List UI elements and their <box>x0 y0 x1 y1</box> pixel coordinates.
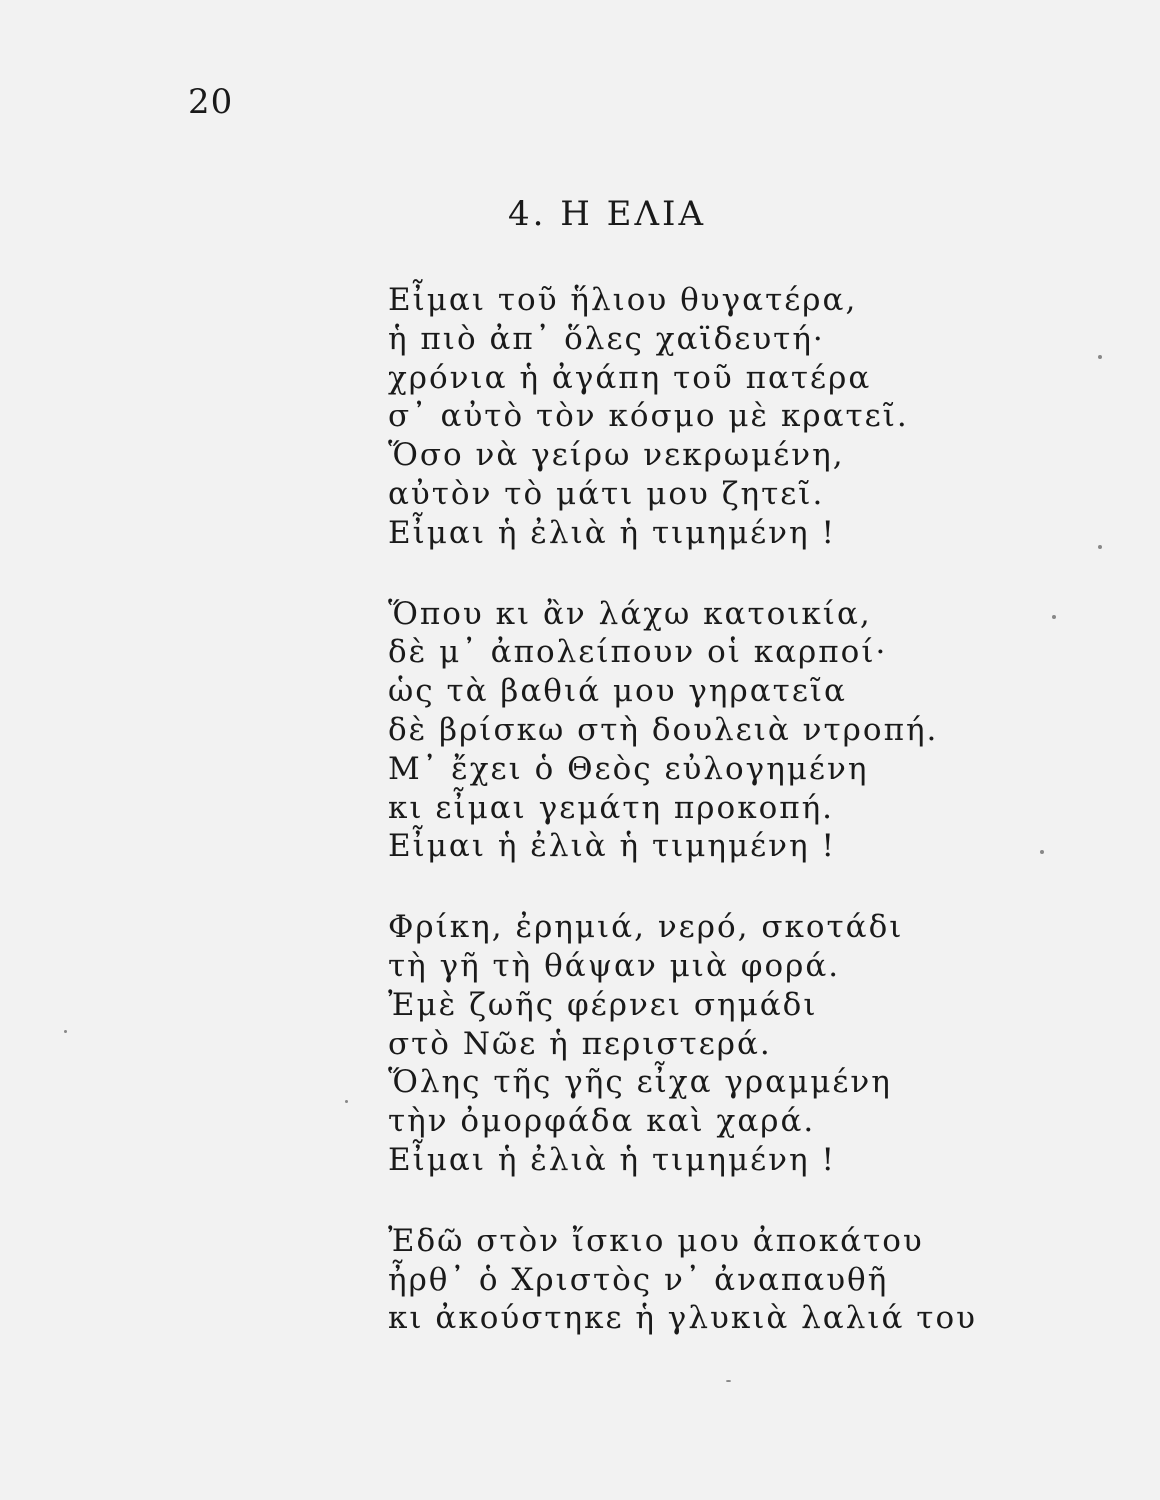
poem-body <box>388 281 1088 1380</box>
verse-line: Ὅλης τῆς γῆς εἶχα γραμμένη <box>388 1064 892 1101</box>
verse-line: ὡς τὰ βαθιά μου γηρατεῖα <box>388 673 847 710</box>
paper-speck <box>1052 615 1056 619</box>
page-number: 20 <box>188 82 234 122</box>
verse-line: ἦρθ᾿ ὁ Χριστὸς ν᾿ ἀναπαυθῆ <box>388 1261 889 1298</box>
stanza-2 <box>388 595 1088 867</box>
verse-line: Μ᾿ ἔχει ὁ Θεὸς εὐλογημένη <box>388 750 869 787</box>
verse-line: σ᾿ αὐτὸ τὸν κόσμο μὲ κρατεῖ. <box>388 398 909 435</box>
verse-line: ἡ πιὸ ἀπ᾿ ὅλες χαϊδευτή· <box>388 320 825 357</box>
refrain-line: Εἶμαι ἡ ἐλιὰ ἡ τιμημένη ! <box>388 828 836 865</box>
stanza-3 <box>388 908 1088 1180</box>
paper-speck <box>1040 850 1044 854</box>
verse-line: κι ἀκούστηκε ἡ γλυκιὰ λαλιά του <box>388 1300 977 1337</box>
verse-line: τὴ γῆ τὴ θάψαν μιὰ φορά. <box>388 947 841 984</box>
paper-speck <box>1098 545 1102 549</box>
verse-line: τὴν ὀμορφάδα καὶ χαρά. <box>388 1103 816 1140</box>
refrain-line: Εἶμαι ἡ ἐλιὰ ἡ τιμημένη ! <box>388 514 836 551</box>
verse-line: Ὅσο νὰ γείρω νεκρωμένη, <box>388 437 845 474</box>
refrain-line: Εἶμαι ἡ ἐλιὰ ἡ τιμημένη ! <box>388 1141 836 1178</box>
stanza-4 <box>388 1222 1088 1338</box>
paper-speck <box>64 1030 67 1033</box>
verse-line: Ἐμὲ ζωῆς φέρνει σημάδι <box>388 986 818 1023</box>
paper-speck <box>726 1380 731 1382</box>
poem-title: 4. Η ΕΛΙΑ <box>507 194 707 234</box>
verse-line: Ὅπου κι ἂν λάχω κατοικία, <box>388 595 872 632</box>
verse-line: δὲ βρίσκω στὴ δουλειὰ ντροπή. <box>388 711 939 748</box>
verse-line: δὲ μ᾿ ἀπολείπουν οἱ καρποί· <box>388 634 888 671</box>
verse-line: χρόνια ἡ ἀγάπη τοῦ πατέρα <box>388 359 872 396</box>
verse-line: Ἐδῶ στὸν ἴσκιο μου ἀποκάτου <box>388 1222 924 1259</box>
verse-line: Φρίκη, ἐρημιά, νερό, σκοτάδι <box>388 909 904 946</box>
paper-speck <box>1098 355 1102 359</box>
verse-line: αὐτὸν τὸ μάτι μου ζητεῖ. <box>388 475 825 512</box>
verse-line: κι εἶμαι γεμάτη προκοπή. <box>388 789 835 826</box>
verse-line: στὸ Νῶε ἡ περιστερά. <box>388 1025 772 1062</box>
stanza-1 <box>388 281 1088 553</box>
verse-line: Εἶμαι τοῦ ἥλιου θυγατέρα, <box>388 282 858 318</box>
paper-speck <box>345 1100 348 1103</box>
